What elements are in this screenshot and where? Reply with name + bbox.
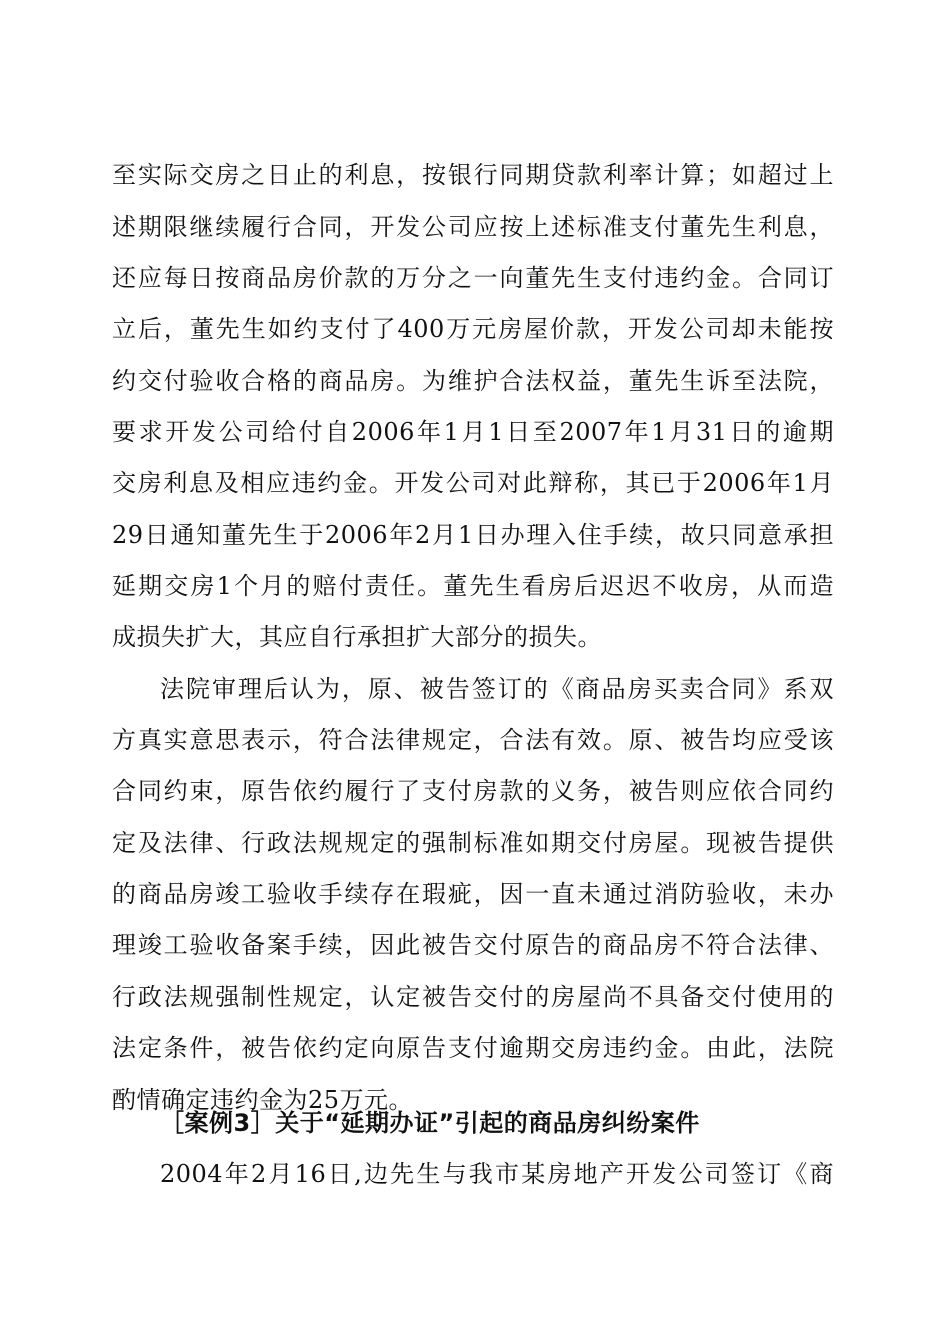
paragraph-line: 延期交房1个月的赔付责任。董先生看房后迟迟不收房，从而造 [112,572,834,600]
paragraph-line: 约交付验收合格的商品房。为维护合法权益，董先生诉至法院， [112,367,834,395]
paragraph-line: 方真实意思表示，符合法律规定，合法有效。原、被告均应受该 [112,726,834,754]
paragraph-line: 行政法规强制性规定，认定被告交付的房屋尚不具备交付使用的 [112,983,834,1011]
paragraph-line: 法定条件，被告依约定向原告支付逾期交房违约金。由此，法院 [112,1034,834,1062]
paragraph-line: 交房利息及相应违约金。开发公司对此辩称，其已于2006年1月 [112,469,834,497]
paragraph-line: 定及法律、行政法规规定的强制标准如期交付房屋。现被告提供 [112,829,834,857]
paragraph-line: 法院审理后认为，原、被告签订的《商品房买卖合同》系双 [160,675,834,703]
paragraph-line: 要求开发公司给付自2006年1月1日至2007年1月31日的逾期 [112,418,834,446]
paragraph-line: 的商品房竣工验收手续存在瑕疵，因一直未通过消防验收，未办 [112,880,834,908]
paragraph-line: 酌情确定违约金为25万元。 [112,1086,414,1114]
paragraph-line: 2004年2月16日,边先生与我市某房地产开发公司签订《商 [160,1160,834,1188]
paragraph-line: 立后，董先生如约支付了400万元房屋价款，开发公司却未能按 [112,315,834,343]
paragraph-line: 成损失扩大，其应自行承担扩大部分的损失。 [112,623,602,651]
paragraph-line: 合同约束，原告依约履行了支付房款的义务，被告则应依合同约 [112,777,834,805]
paragraph-line: 至实际交房之日止的利息，按银行同期贷款利率计算；如超过上 [112,161,834,189]
paragraph-line: 理竣工验收备案手续，因此被告交付原告的商品房不符合法律、 [112,931,834,959]
paragraph-line: 29日通知董先生于2006年2月1日办理入住手续，故只同意承担 [112,521,834,549]
case-heading: ［案例3］关于“延期办证”引起的商品房纠纷案件 [160,1109,700,1137]
paragraph-line: 还应每日按商品房价款的万分之一向董先生支付违约金。合同订 [112,264,834,292]
paragraph-line: 述期限继续履行合同，开发公司应按上述标准支付董先生利息， [112,213,834,241]
